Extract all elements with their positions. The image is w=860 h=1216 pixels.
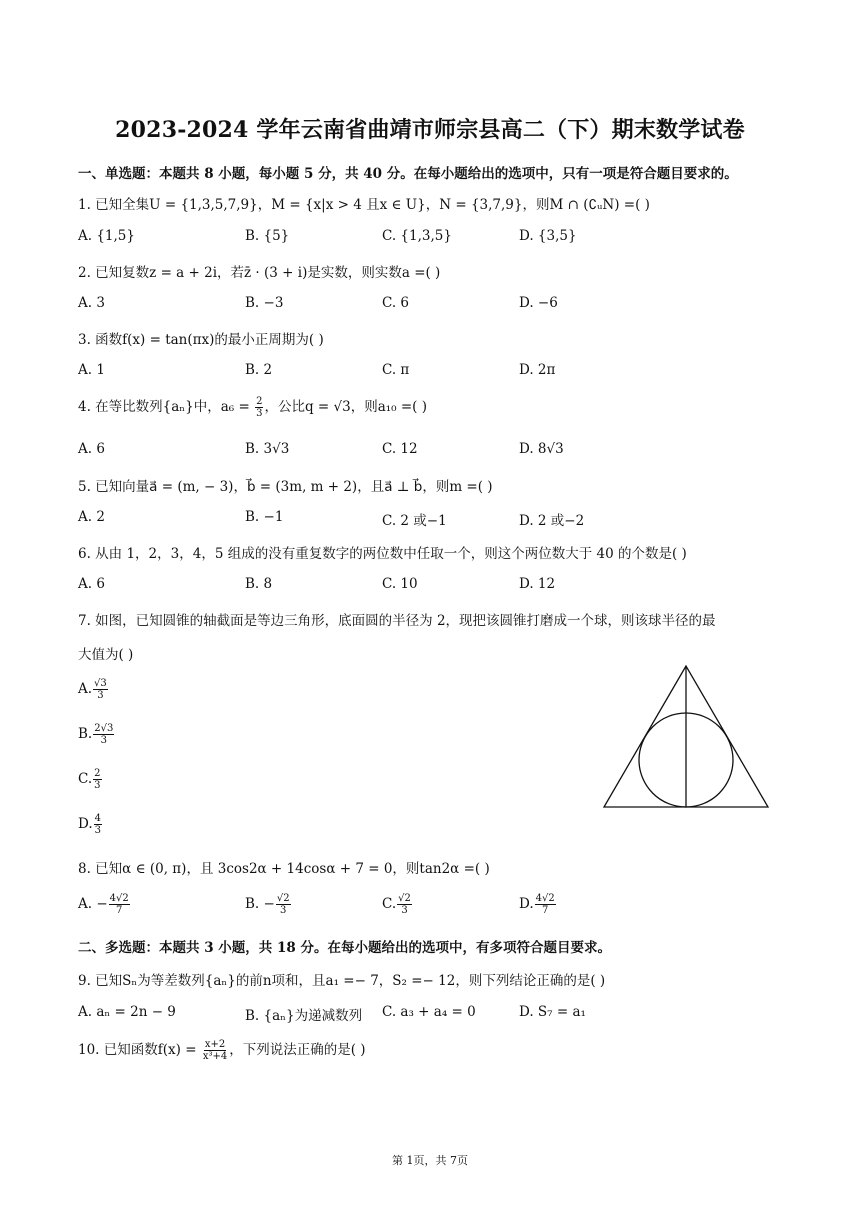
q6-option-c: C. 10 [382, 576, 418, 592]
question-1: 1. 已知全集U = {1,3,5,7,9}，M = {x|x > 4 且x ∈ U}，N = {3,7,9}，则M ∩ (∁ᵤN) =( ) [78, 197, 650, 213]
q7-option-c-label: C. [78, 771, 93, 787]
q8-option-b-fraction [276, 893, 291, 916]
q1-option-b: B. {5} [245, 228, 290, 244]
q7-option-c-numerator: 2 [94, 768, 101, 779]
q5-option-d: D. 2 或−2 [519, 513, 585, 529]
q9-option-d: D. S₇ = a₁ [519, 1004, 586, 1020]
q4-stem-end: ，公比q = √3，则a₁₀ =( ) [264, 399, 428, 415]
q7-option-d-denominator: 3 [94, 825, 102, 836]
q3-option-b: B. 2 [245, 362, 273, 378]
q2-option-c: C. 6 [382, 295, 410, 311]
q4-fraction-numerator: 2 [256, 396, 263, 407]
q7-option-b-denominator: 3 [100, 735, 107, 746]
q7-option-d-label: D. [78, 816, 93, 832]
q8-option-b-numerator: √2 [276, 893, 290, 904]
q7-option-c-denominator: 3 [94, 780, 101, 791]
q10-fraction-numerator: x+2 [204, 1039, 226, 1050]
q7-option-a-fraction [93, 678, 108, 701]
q2-option-b: B. −3 [245, 295, 284, 311]
page-footer: 第 1页，共 7页 [392, 1154, 468, 1167]
q8-option-c-denominator: 3 [401, 905, 408, 916]
q4-option-d: D. 8√3 [519, 441, 564, 457]
q1-option-c: C. {1,3,5} [382, 228, 452, 244]
q6-option-d: D. 12 [519, 576, 556, 592]
q8-option-d-fraction [535, 893, 556, 916]
q8-option-d-numerator: 4√2 [535, 893, 555, 904]
q6-option-b: B. 8 [245, 576, 273, 592]
q7-option-b [78, 723, 115, 746]
q8-option-a-denominator: 7 [116, 905, 123, 916]
q7-option-c [78, 768, 103, 791]
q8-option-b-denominator: 3 [280, 905, 287, 916]
q7-option-d-fraction [94, 813, 102, 836]
q8-option-a-numerator: 4√2 [109, 893, 129, 904]
q7-option-b-label: B. [78, 726, 93, 742]
q3-option-d: D. 2π [519, 362, 556, 378]
question-2: 2. 已知复数z = a + 2i，若z̄ · (3 + i)是实数，则实数a =( ) [78, 265, 441, 281]
q7-option-a [78, 678, 109, 701]
q7-option-a-denominator: 3 [97, 690, 104, 701]
q1-option-a: A. {1,5} [78, 228, 135, 244]
q8-option-c-label: C. [382, 896, 397, 912]
q8-option-d-denominator: 7 [542, 905, 549, 916]
q10-stem-start: 10. 已知函数f(x) = [78, 1042, 197, 1058]
question-10 [78, 1038, 366, 1062]
q9-option-a: A. aₙ = 2n − 9 [78, 1004, 176, 1020]
q8-option-c-numerator: √2 [398, 893, 411, 904]
q9-option-c: C. a₃ + a₄ = 0 [382, 1004, 476, 1020]
q8-option-a-label: A. − [78, 896, 108, 912]
q4-fraction [255, 396, 263, 419]
q7-option-b-numerator: 2√3 [94, 723, 114, 734]
cone-cross-section-figure [600, 662, 772, 812]
q4-option-a: A. 6 [78, 441, 105, 457]
q6-option-a: A. 6 [78, 576, 105, 592]
section-single-choice: 一、单选题：本题共 8 小题，每小题 5 分，共 40 分。在每小题给出的选项中，只有一项是符合题目要求的。 [78, 166, 738, 182]
q4-fraction-denominator: 3 [256, 408, 263, 419]
q8-option-a-fraction [109, 893, 130, 916]
q5-option-a: A. 2 [78, 509, 105, 525]
question-4 [78, 395, 427, 419]
q7-option-b-fraction [93, 723, 114, 746]
q8-option-c [382, 893, 413, 916]
q10-fraction [202, 1039, 228, 1062]
q2-option-d: D. −6 [519, 295, 558, 311]
question-5: 5. 已知向量a⃗ = (m, − 3)，b⃗ = (3m, m + 2)，且a⃗ ⊥ b⃗，则m =( ) [78, 479, 493, 495]
q9-option-b: B. {aₙ}为递减数列 [245, 1008, 363, 1024]
q8-option-a [78, 893, 131, 916]
q8-option-d-label: D. [519, 896, 534, 912]
q7-option-d-numerator: 4 [94, 813, 102, 824]
question-7-line-2: 大值为( ) [78, 647, 134, 663]
q8-option-b-label: B. − [245, 896, 275, 912]
q10-stem-end: ，下列说法正确的是( ) [229, 1042, 366, 1058]
q7-option-c-fraction [93, 768, 101, 791]
question-8: 8. 已知α ∈ (0, π)，且 3cos2α + 14cosα + 7 = 0，则tan2α =( ) [78, 861, 490, 877]
question-9: 9. 已知Sₙ为等差数列{aₙ}的前n项和，且a₁ =− 7，S₂ =− 12，则下列结论正确的是( ) [78, 973, 606, 989]
q8-option-d [519, 893, 557, 916]
q4-option-c: C. 12 [382, 441, 418, 457]
q7-option-a-numerator: √3 [94, 678, 107, 689]
question-7-line-1: 7. 如图，已知圆锥的轴截面是等边三角形，底面圆的半径为 2，现把该圆锥打磨成一个球，则该球半径的最 [78, 613, 716, 629]
q10-fraction-denominator: x³+4 [202, 1051, 228, 1062]
q1-option-d: D. {3,5} [519, 228, 577, 244]
section-multiple-choice: 二、多选题：本题共 3 小题，共 18 分。在每小题给出的选项中，有多项符合题目要求。 [78, 940, 611, 956]
page-title: 2023-2024 学年云南省曲靖市师宗县高二（下）期末数学试卷 [115, 117, 745, 143]
q7-option-d [78, 813, 103, 836]
q3-option-a: A. 1 [78, 362, 105, 378]
q7-option-a-label: A. [78, 681, 93, 697]
question-3: 3. 函数f(x) = tan(πx)的最小正周期为( ) [78, 332, 324, 348]
q8-option-c-fraction [397, 893, 412, 916]
q8-option-b [245, 893, 292, 916]
q5-option-b: B. −1 [245, 509, 284, 525]
q2-option-a: A. 3 [78, 295, 105, 311]
q3-option-c: C. π [382, 362, 410, 378]
q5-option-c: C. 2 或−1 [382, 513, 447, 529]
q4-stem-start: 4. 在等比数列{aₙ}中，a₆ = [78, 399, 250, 415]
question-6: 6. 从由 1，2，3，4，5 组成的没有重复数字的两位数中任取一个，则这个两位数大于 40 的个数是( ) [78, 546, 687, 562]
q4-option-b: B. 3√3 [245, 441, 290, 457]
